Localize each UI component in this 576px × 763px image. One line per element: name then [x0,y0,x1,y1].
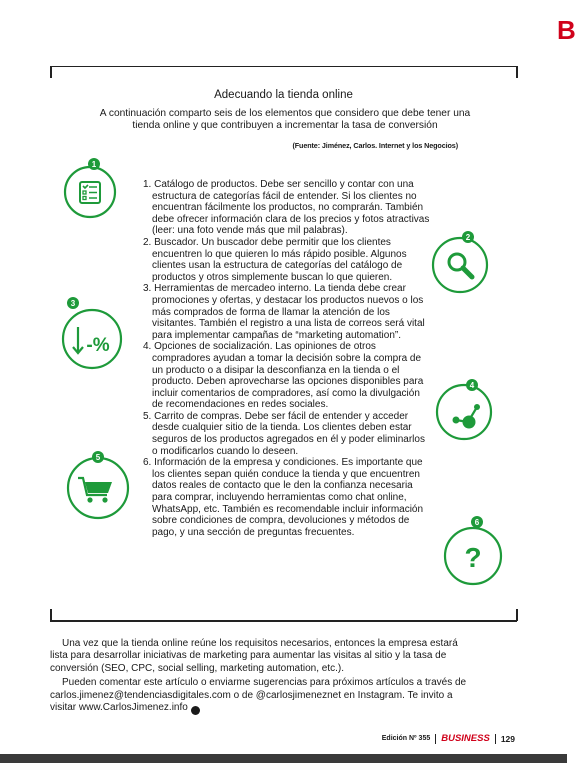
svg-text:-%: -% [86,335,110,356]
list-item: 6. Información de la empresa y condiciones. Es importante que los clientes sepan quién conduce la tienda y que encuentren datos reales de contacto que le den la confianza necesaria para comprar, incluyendo herramientas como chat online, WhatsApp, etc. También es recomendable incluir información sobre condiciones de compra, devoluciones y métodos de pago, y una sección de preguntas frecuentes. [143,457,424,538]
frame-corner [50,66,52,78]
frame-corner [516,66,518,78]
item-number-5: 5 [95,453,101,462]
closing-paragraph: Una vez que la tienda online reúne los requisitos necesarios, entonces la empresa estará lista para desarrollar iniciativas de marketing para aumentar las visitas al sitio y la tasa de conversión (SEO, CPC, social selling, marketing automation, etc.). [50,638,458,674]
footer-divider [495,734,496,744]
list-item: 2. Buscador. Un buscador debe permitir que los clientes encuentren lo que quieren lo más rápido posible. Algunos clientes usan la estructura de categorías del catálogo de productos y otros simplemente buscan lo que quieren. [143,236,407,283]
frame-corner [50,609,52,621]
magazine-corner-mark: B [557,15,576,45]
item-number-4: 4 [469,381,475,390]
item-number-1: 1 [91,160,97,169]
edition-label: Edición Nº 355 [381,735,431,742]
page-number: 129 [500,733,515,744]
svg-text:?: ? [464,542,482,573]
question-icon [440,513,506,587]
magnifier-icon [430,229,494,295]
frame-corner [516,609,518,621]
list-item: 5. Carrito de compras. Debe ser fácil de entender y acceder desde cualquier sitio de la tienda. Los clientes deben estar seguros de los productos agregados en él y poder eliminarlos o modificarlos cuando lo deseen. [143,410,425,457]
share-icon [436,377,498,443]
cart-icon [60,448,134,520]
checklist-icon [60,158,122,220]
brand-name: BUSINESS [441,733,490,744]
box-intro: A continuación comparto seis de los elementos que considero que debe tener una tienda online y que contribuyen a incrementar la tasa de conversión [99,108,471,131]
item-number-6: 6 [474,518,480,527]
item-number-3: 3 [70,299,76,308]
box-title: Adecuando la tienda online [214,89,353,101]
closing-text [50,638,470,715]
list-item: 3. Herramientas de mercadeo interno. La tienda debe crear promociones y ofertas, y destacar los productos nuevos o los más comprados de forma de llamar la atención de los visitantes. También el registro a una lista de correos será vital para implementar campañas de “marketing automation”. [143,283,425,341]
frame-bottom-rule [50,620,517,622]
closing-paragraph: Pueden comentar este artículo o enviarme sugerencias para próximos artículos a través de carlos.jimenez@tendenciasdigitales.com o de @carlosjimeneznet en Instagram. Te invito a visitar www.CarlosJimenez.info B [50,677,467,714]
end-of-article-mark: B [191,706,200,715]
page-footer [382,733,515,744]
item-number-2: 2 [465,233,471,242]
footer-divider [435,734,436,744]
bottom-bar [0,754,567,763]
discount-icon [60,295,126,373]
list-item: 4. Opciones de socialización. Las opiniones de otros compradores ayudan a tomar la decisión sobre la compra de un producto o a disipar la desconfianza en la tienda o el producto. Deben aprovecharse las opciones disponibles para incluir comentarios de compradores, así como la divulgación de recomendaciones en redes sociales. [143,341,424,411]
list-item: 1. Catálogo de productos. Debe ser sencillo y contar con una estructura de categorías fácil de entender. Si los clientes no encuentran fácilmente los productos, no comprarán. También debe ofrecer información clara de los precios y fotos atractivas (leer: una foto vende más que mil palabras). [143,179,430,237]
source-citation: (Fuente: Jiménez, Carlos. Internet y los Negocios) [292,141,458,150]
elements-list [143,179,433,538]
